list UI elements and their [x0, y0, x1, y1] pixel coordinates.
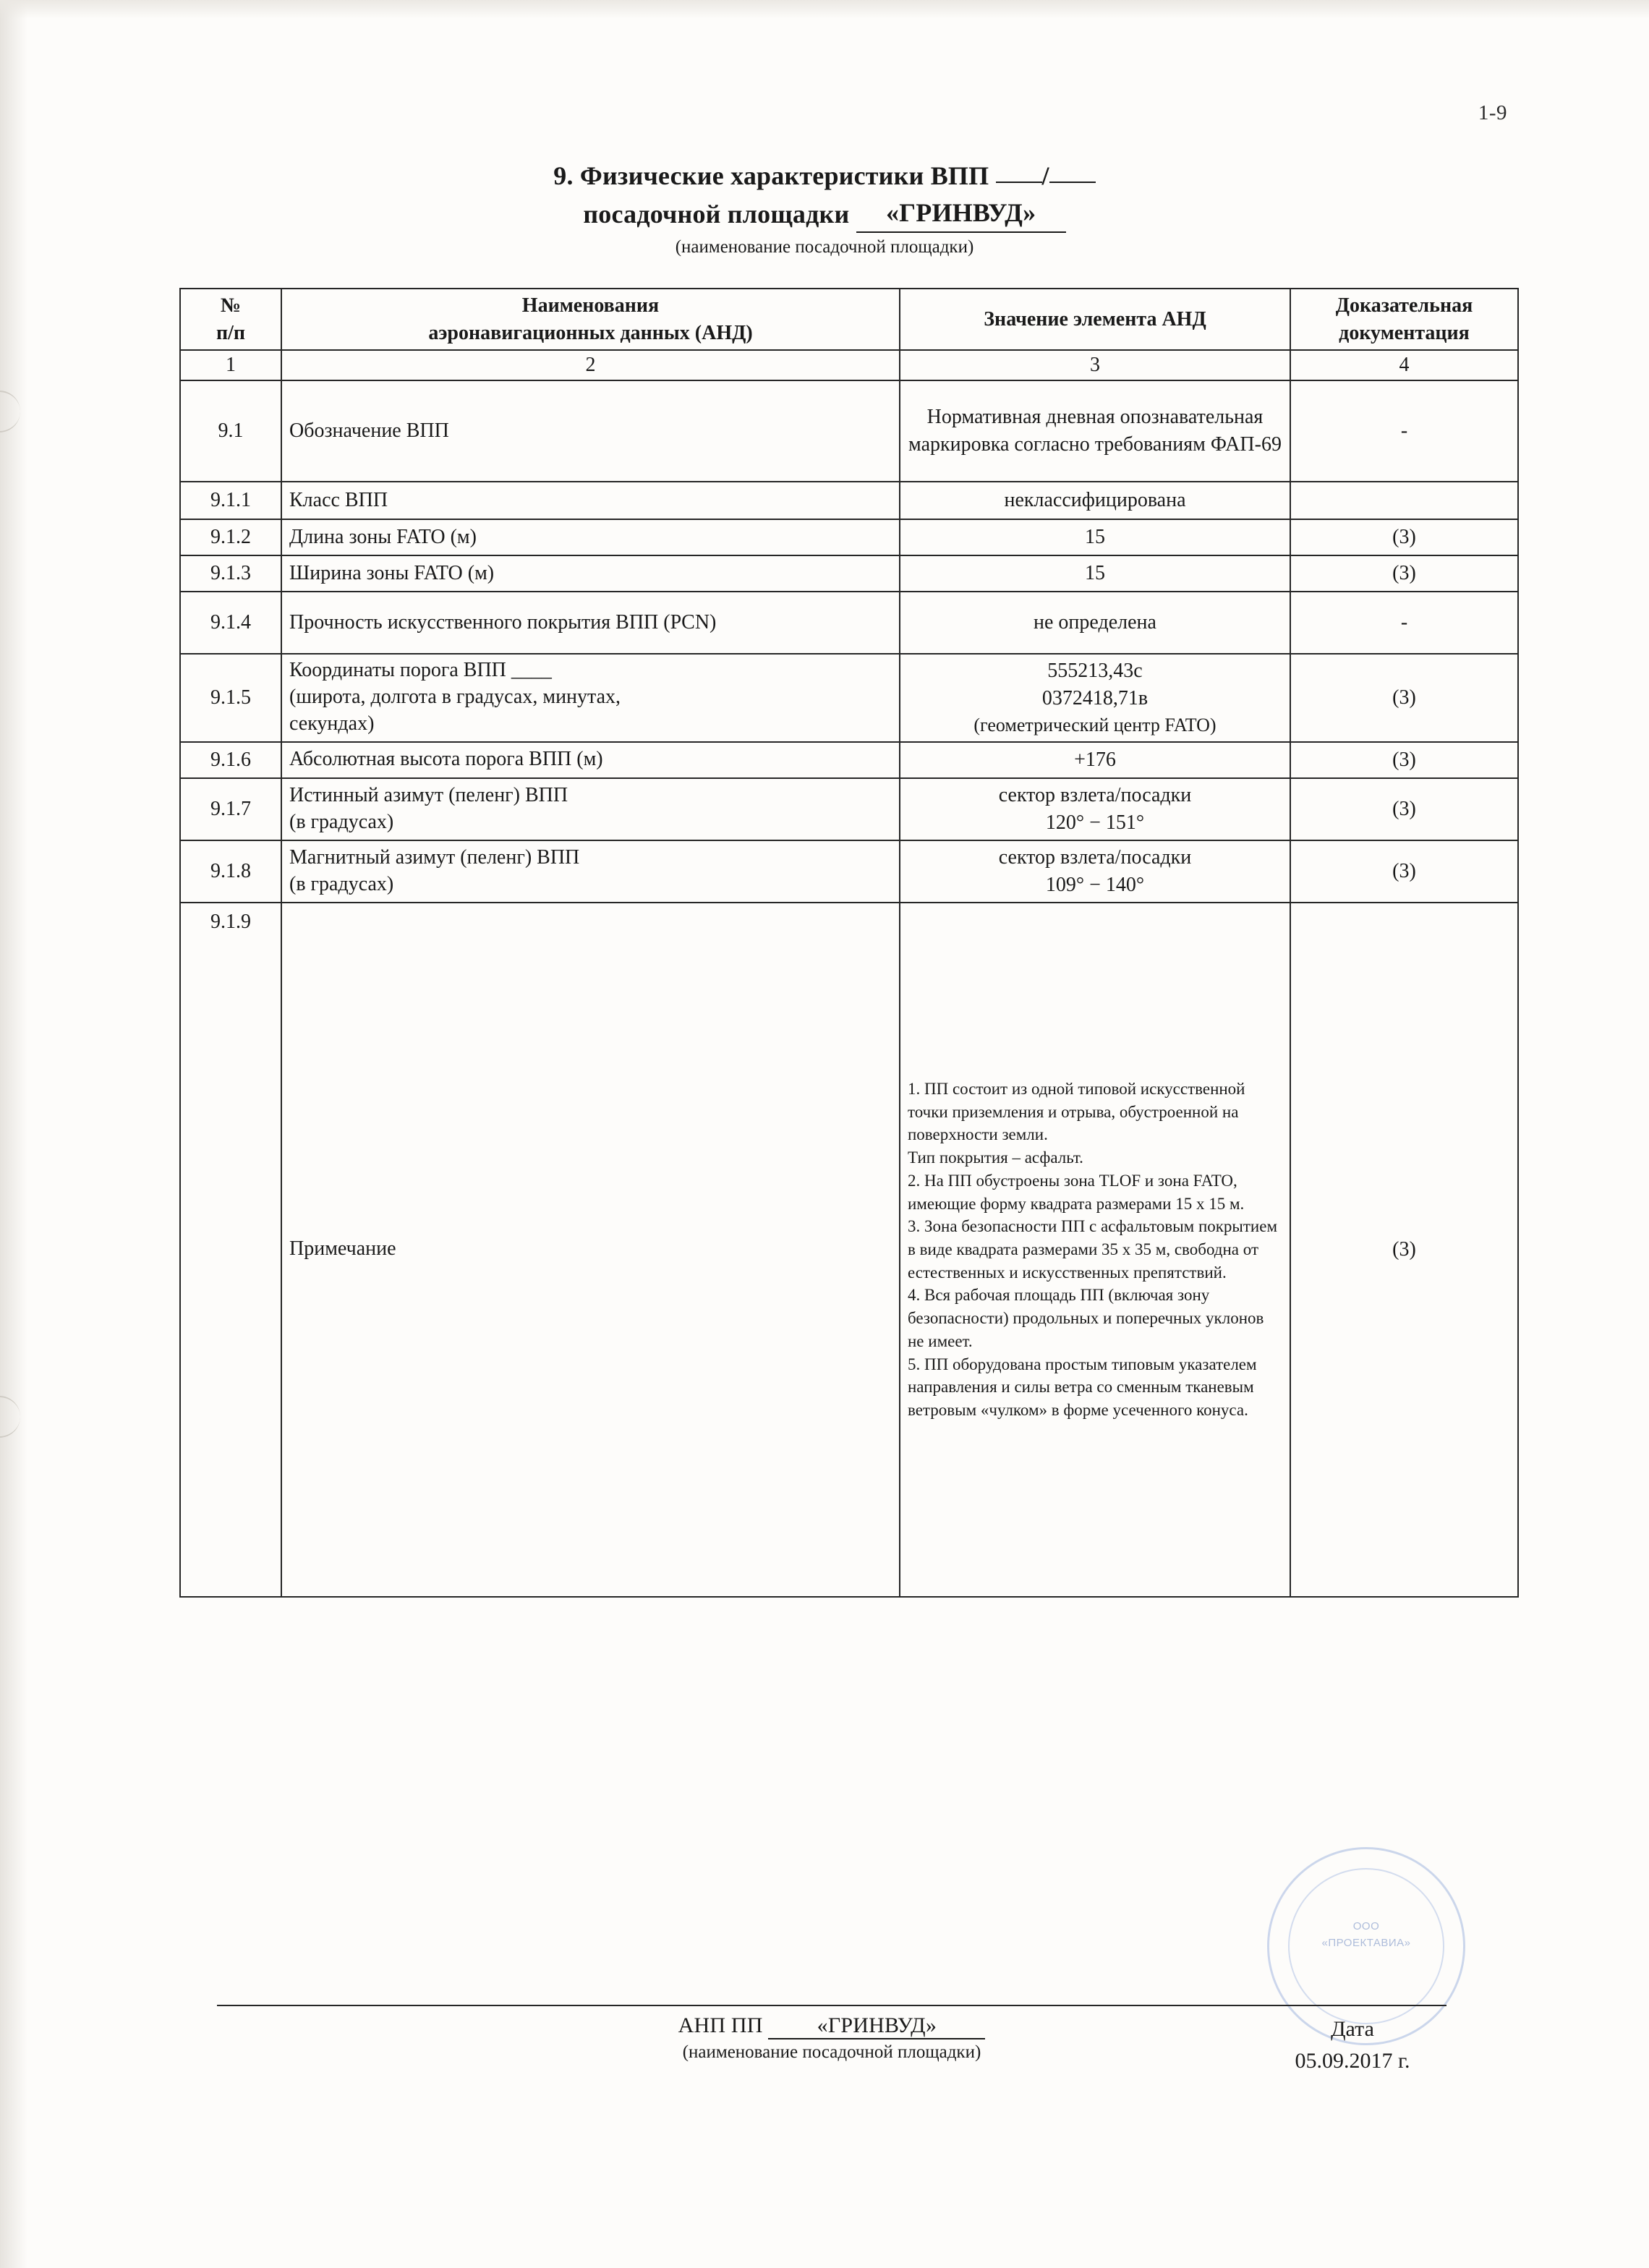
title-line-2-text: посадочной площадки [583, 200, 850, 229]
row-doc [1290, 482, 1518, 519]
note-item: 2. На ПП обустроены зона TLOF и зона FATO, имеющие форму квадрата размерами 15 х 15 м. [908, 1171, 1245, 1213]
row-name: Обозначение ВПП [281, 380, 900, 482]
header-name-line1: Наименования [521, 294, 660, 317]
row-doc: (3) [1290, 840, 1518, 903]
table-row [180, 519, 1518, 555]
table-row [180, 555, 1518, 592]
header-number-line1: № [220, 294, 242, 317]
row-value: 15 [900, 519, 1290, 555]
row-doc: (3) [1290, 654, 1518, 742]
title-separator: / [1041, 161, 1049, 190]
header-number-line2: п/п [216, 321, 246, 344]
row-name [281, 778, 900, 840]
title-subtitle: (наименование посадочной площадки) [675, 237, 974, 257]
table-row [180, 840, 1518, 903]
row-index: 9.1.1 [180, 482, 281, 519]
scan-edge-shadow [0, 0, 27, 2268]
footer-label: АНП ПП [678, 2013, 763, 2037]
colnum-3: 3 [900, 350, 1290, 380]
table-colnum-row [180, 350, 1518, 380]
row-name-line2: (в градусах) [289, 810, 394, 833]
note-item: 3. Зона безопасности ПП с асфальтовым покрытием в виде квадрата размерами 35 х 35 м, свободна от естественных и искусственных препятствий. [908, 1217, 1278, 1282]
colnum-1: 1 [180, 350, 281, 380]
row-value [900, 840, 1290, 903]
row-index: 9.1.6 [180, 742, 281, 778]
row-value: +176 [900, 742, 1290, 778]
row-value: неклассифицирована [900, 482, 1290, 519]
row-value: не определена [900, 592, 1290, 654]
row-value-latitude: 555213,43с [1047, 660, 1143, 683]
title-line-1-text: 9. Физические характеристики ВПП [553, 161, 989, 190]
row-doc: (3) [1290, 903, 1518, 1597]
row-index: 9.1.7 [180, 778, 281, 840]
note-item: 5. ПП оборудована простым типовым указателем направления и силы ветра со сменным тканевым ветровым «чулком» в форме усеченного конуса. [908, 1355, 1257, 1420]
colnum-2: 2 [281, 350, 900, 380]
row-value: 15 [900, 555, 1290, 592]
hole-punch-mark [0, 391, 20, 432]
table-header-row [180, 289, 1518, 350]
header-doc-line1: Доказательная [1335, 294, 1473, 317]
table-row [180, 742, 1518, 778]
row-doc: (3) [1290, 778, 1518, 840]
page-number: 1-9 [1478, 101, 1507, 124]
row-value-note: (геометрический центр FATO) [973, 715, 1216, 736]
row-doc: (3) [1290, 742, 1518, 778]
table-row [180, 482, 1518, 519]
footer-subtitle: (наименование посадочной площадки) [682, 2042, 981, 2062]
row-index: 9.1.9 [180, 903, 281, 1597]
row-name-line1: Координаты порога ВПП ____ [289, 659, 552, 682]
title-blank-1 [996, 182, 1042, 183]
header-name [281, 289, 900, 350]
header-value: Значение элемента АНД [900, 289, 1290, 350]
row-name-line2: (в градусах) [289, 872, 394, 895]
scan-top-shadow [0, 0, 1649, 19]
footer-date [1258, 2013, 1446, 2077]
note-item: Тип покрытия – асфальт. [908, 1148, 1083, 1167]
row-name: Прочность искусственного покрытия ВПП (PCN) [281, 592, 900, 654]
row-value [900, 654, 1290, 742]
footer-divider [217, 2005, 1446, 2006]
footer-date-value: 05.09.2017 г. [1295, 2048, 1410, 2073]
row-index: 9.1.4 [180, 592, 281, 654]
row-value-notes [900, 903, 1290, 1597]
row-index: 9.1.8 [180, 840, 281, 903]
row-name: Класс ВПП [281, 482, 900, 519]
row-name: Абсолютная высота порога ВПП (м) [281, 742, 900, 778]
row-name [281, 654, 900, 742]
row-index: 9.1.2 [180, 519, 281, 555]
row-name-line2: (широта, долгота в градусах, минутах, [289, 686, 621, 709]
footer-date-label: Дата [1331, 2017, 1374, 2041]
table-row [180, 778, 1518, 840]
document-footer [217, 2013, 1446, 2073]
physical-characteristics-table [179, 288, 1519, 1598]
row-name-line1: Истинный азимут (пеленг) ВПП [289, 783, 568, 806]
title-site-name: «ГРИНВУД» [856, 195, 1066, 233]
colnum-4: 4 [1290, 350, 1518, 380]
header-documentation [1290, 289, 1518, 350]
row-name: Примечание [281, 903, 900, 1597]
row-value-line2: 120° − 151° [1045, 811, 1145, 834]
header-doc-line2: документация [1339, 321, 1470, 344]
row-doc: - [1290, 380, 1518, 482]
row-value-line2: 109° − 140° [1045, 873, 1145, 896]
title-line-1 [0, 158, 1649, 195]
stamp-line-2: «ПРОЕКТАВИА» [1321, 1936, 1411, 1949]
table-row [180, 592, 1518, 654]
row-value-longitude: 0372418,71в [1041, 687, 1149, 710]
note-item: 1. ПП состоит из одной типовой искусственной точки приземления и отрыва, обустроенной на поверхности земли. [908, 1079, 1245, 1144]
row-doc: (3) [1290, 519, 1518, 555]
header-name-line2: аэронавигационных данных (АНД) [428, 321, 753, 344]
table-row-note [180, 903, 1518, 1597]
row-value [900, 778, 1290, 840]
table-row [180, 654, 1518, 742]
row-name-line1: Магнитный азимут (пеленг) ВПП [289, 845, 580, 869]
row-value-line1: сектор взлета/посадки [998, 845, 1192, 869]
hole-punch-mark [0, 1396, 20, 1438]
title-line-2 [0, 195, 1649, 233]
row-doc: - [1290, 592, 1518, 654]
row-name: Длина зоны FATO (м) [281, 519, 900, 555]
row-index: 9.1 [180, 380, 281, 482]
document-title [0, 158, 1649, 257]
row-value-line1: сектор взлета/посадки [998, 783, 1192, 806]
note-item: 4. Вся рабочая площадь ПП (включая зону безопасности) продольных и поперечных уклонов не имеет. [908, 1286, 1264, 1350]
title-blank-2 [1049, 182, 1096, 183]
row-name [281, 840, 900, 903]
stamp-text [1269, 1919, 1463, 1951]
stamp-line-1: ООО [1352, 1920, 1380, 1932]
row-value: Нормативная дневная опознавательная маркировка согласно требованиям ФАП-69 [900, 380, 1290, 482]
row-index: 9.1.3 [180, 555, 281, 592]
row-name-line3: секундах) [289, 712, 375, 736]
row-doc: (3) [1290, 555, 1518, 592]
row-name: Ширина зоны FATO (м) [281, 555, 900, 592]
row-index: 9.1.5 [180, 654, 281, 742]
table-row [180, 380, 1518, 482]
footer-site-name: «ГРИНВУД» [768, 2013, 985, 2039]
header-number [180, 289, 281, 350]
